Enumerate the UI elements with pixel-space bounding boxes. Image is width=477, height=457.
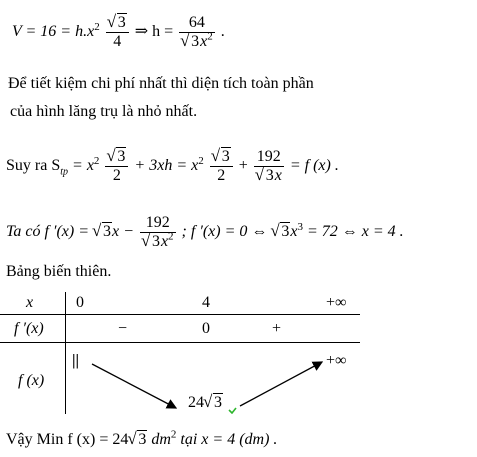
fraction-sqrt3-over-4: √ $\frac{3}{4}$	[106, 14, 129, 51]
row-function-label: f (x)	[18, 372, 45, 389]
derivative-zero: 0	[202, 320, 210, 337]
x-value-0: 0	[76, 294, 84, 311]
derivative-sign-minus: −	[118, 320, 128, 337]
implies-h: ⇒ h =	[134, 23, 174, 41]
volume-equation: $V = 16 = h.x^2$ √ $\frac{3}{4}$ ⇒ h = 64 √ $3x^2$ .	[12, 14, 225, 51]
text-line-surface-min: của hình lăng trụ là nhỏ nhất.	[10, 103, 198, 120]
text-line-economy: Để tiết kiệm chi phí nhất thì diện tích toàn phần	[8, 75, 314, 92]
variation-arrows	[0, 292, 360, 414]
variation-table	[0, 292, 360, 414]
function-inf: +∞	[326, 352, 347, 369]
pole-marker: ||	[72, 352, 80, 369]
decreasing-arrow	[92, 364, 176, 408]
surface-area-equation: Suy ra $S_{tp} = x^2$ √ $\frac{3}{2}$ + $3xh = x^2$ √ $\frac{3}{2}$ + 192 √ 3x = f (x) .	[6, 148, 339, 185]
x-value-inf: +∞	[326, 294, 347, 311]
minimum-value: 24√ 3	[188, 394, 223, 412]
volume-lhs: V = 16 = h.x	[12, 23, 95, 41]
x-value-4: 4	[202, 294, 210, 311]
conclusion: Vậy Min f (x) = 24√ 3 $dm^2$ tại x = 4 (dm) .	[6, 430, 277, 450]
row-x-label: x	[26, 294, 34, 311]
fraction-64-over-sqrt3x2: 64 √ $3x^2$	[179, 14, 215, 51]
derivative-sign-plus: +	[272, 320, 282, 337]
increasing-arrow	[240, 362, 322, 406]
derivative-equation: Ta có f ′(x) = √ 3x − 192 √ $3x^2$ ; f ′(x) = 0 ⇔ √ $3x^3 = 72$ ⇔ x = 4 .	[6, 214, 404, 251]
variation-table-title: Bảng biến thiên.	[6, 263, 112, 280]
row-derivative-label: f ′(x)	[14, 320, 44, 337]
